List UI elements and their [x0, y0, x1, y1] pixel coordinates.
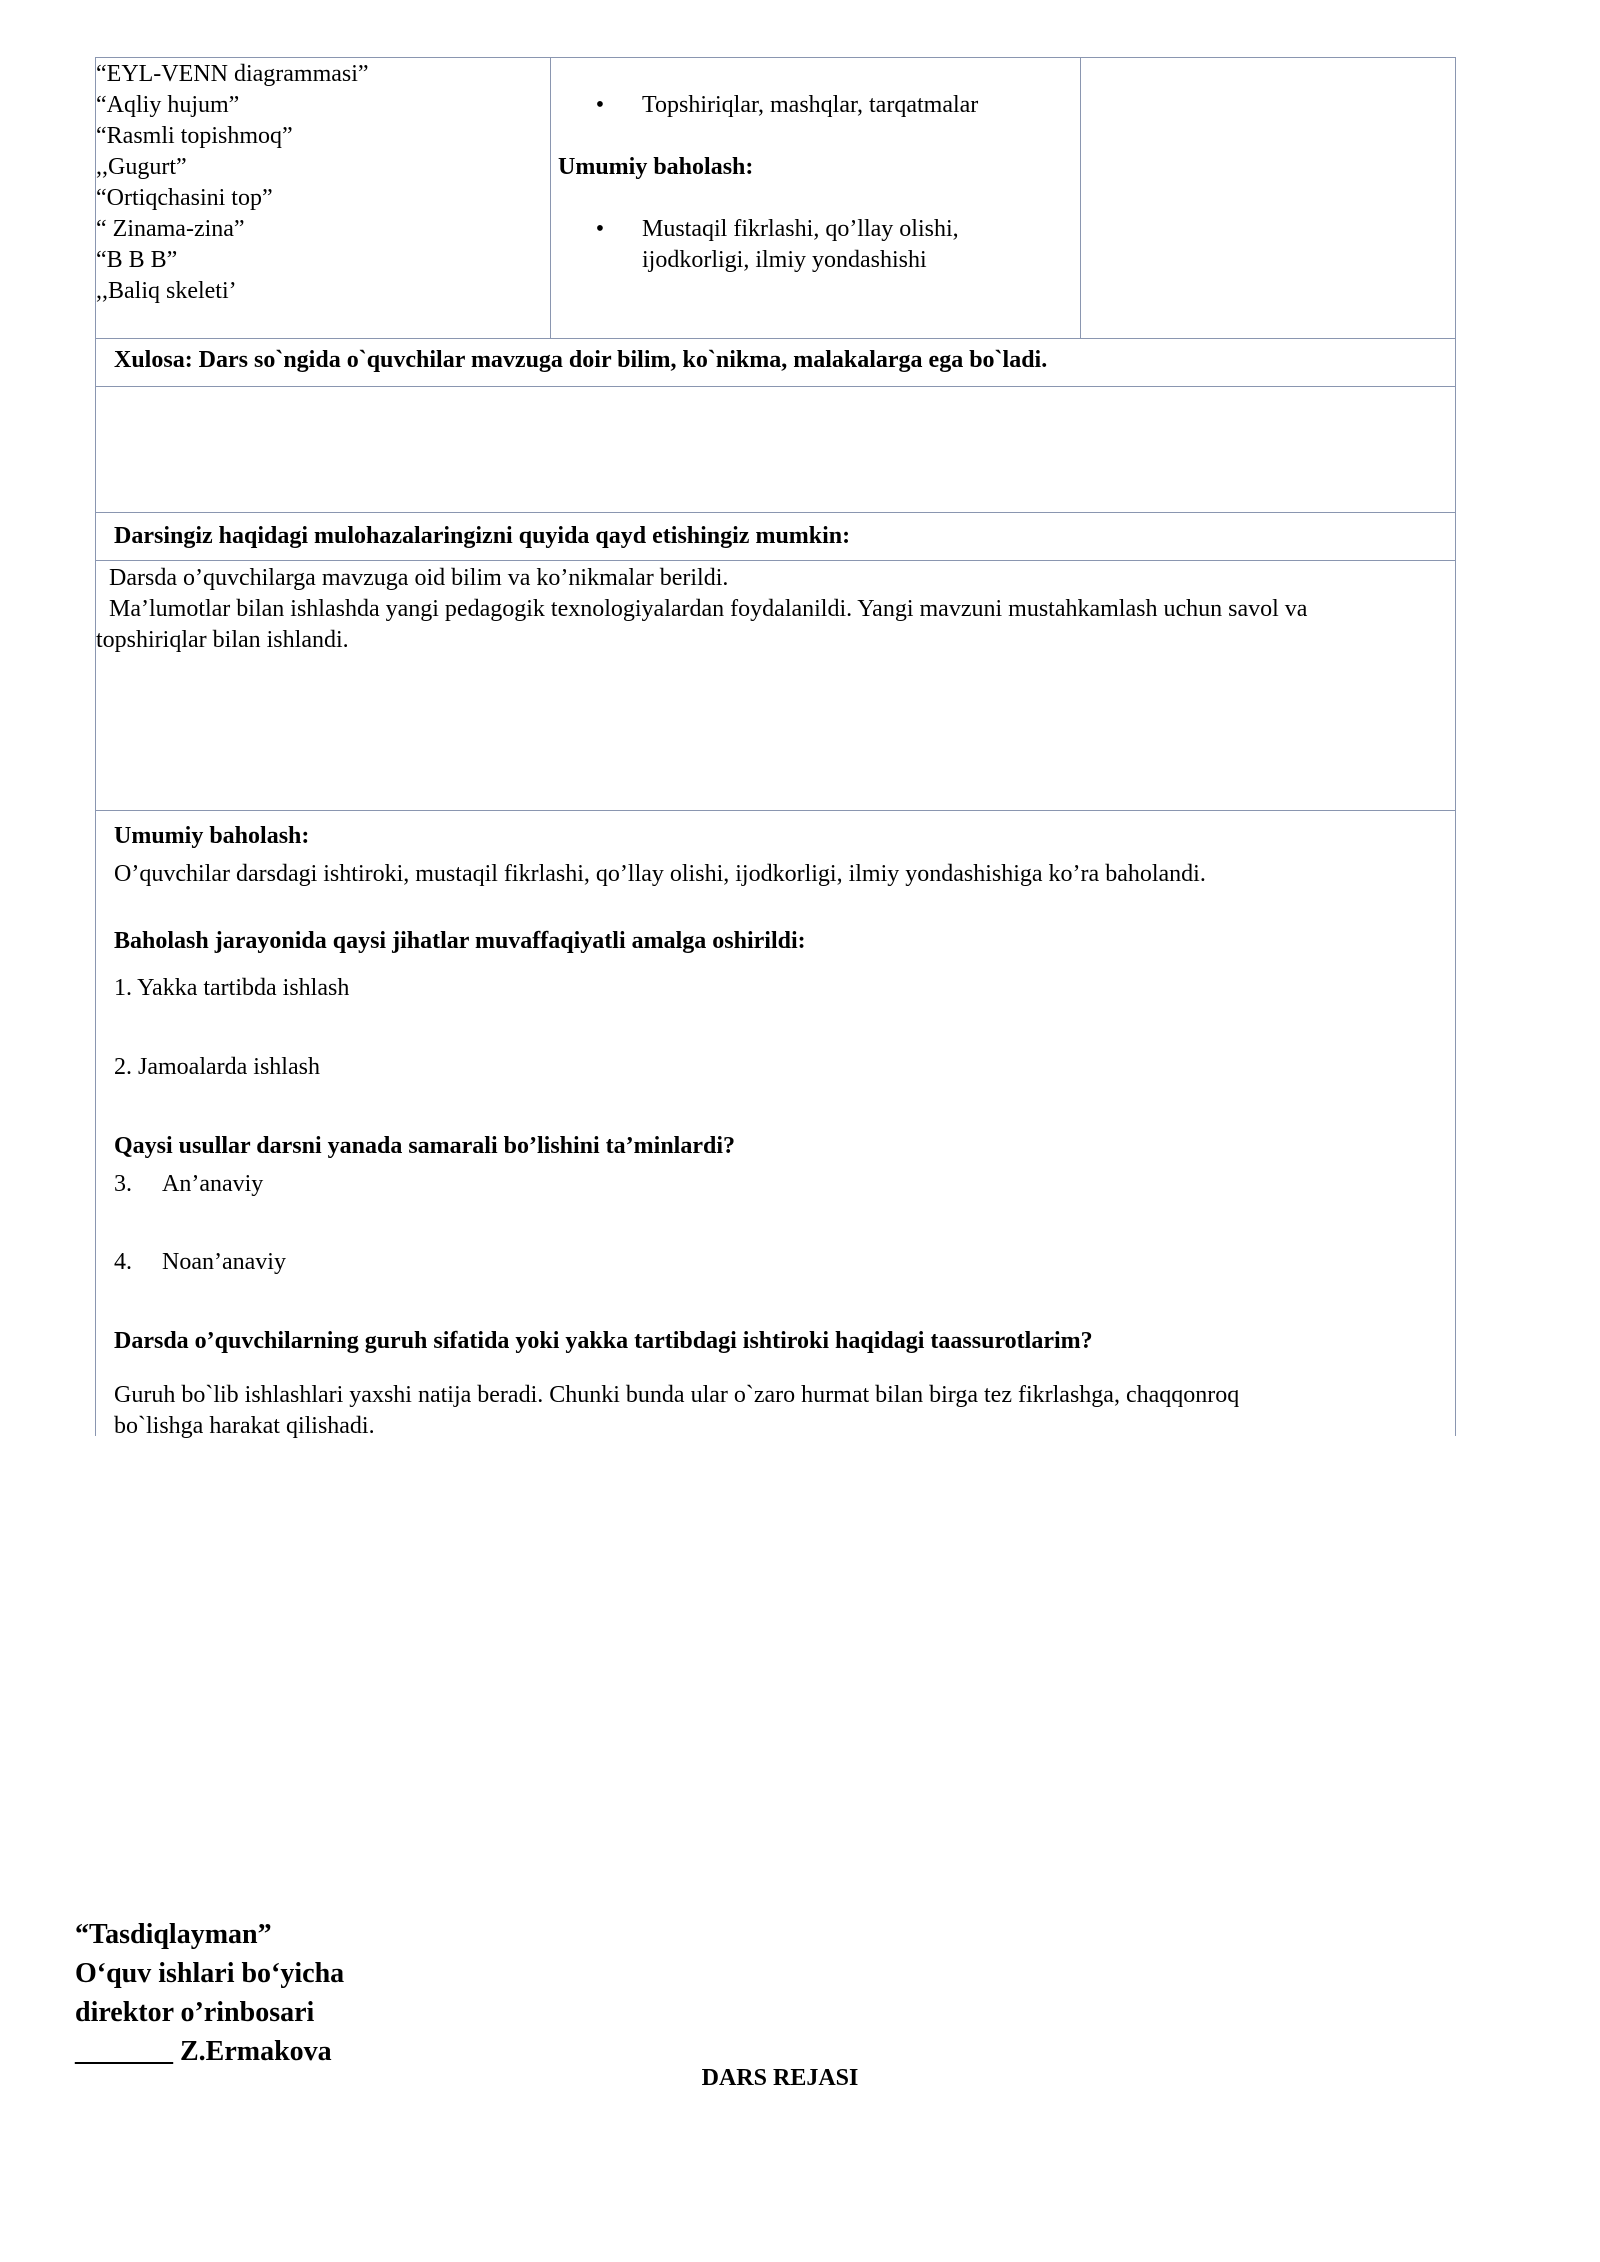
- assessment-section: [95, 811, 1456, 1439]
- approval-line: direktor o’rinbosari: [75, 1997, 315, 2028]
- list-item: [114, 1247, 1455, 1278]
- reflection-line: topshiriqlar bilan ishlandi.: [96, 627, 349, 653]
- list-item: 2. Jamoalarda ishlash: [114, 1053, 320, 1080]
- empty-row: [95, 387, 1456, 513]
- method-item: “EYL-VENN diagrammasi”: [96, 61, 369, 87]
- list-item: [114, 1169, 1455, 1200]
- approval-signature-block: [75, 1915, 344, 2071]
- conclusion-row: [95, 339, 1456, 387]
- list-text: An’anaviy: [162, 1170, 264, 1197]
- method-item: “ Zinama-zina”: [96, 216, 245, 242]
- bullet-item: [558, 214, 1080, 276]
- answer-line: Guruh bo`lib ishlashlari yaxshi natija beradi. Chunki bunda ular o`zaro hurmat bilan birga tez fikrlashga, chaqqonroq: [114, 1381, 1240, 1408]
- reflection-line: Darsda o’quvchilarga mavzuga oid bilim va ko’nikmalar berildi.: [109, 565, 729, 591]
- question-1: Baholash jarayonida qaysi jihatlar muvaffaqiyatli amalga oshirildi:: [114, 928, 806, 955]
- method-item: ,,Baliq skeleti’: [96, 278, 237, 304]
- reflection-body-row: [95, 561, 1456, 811]
- bullet-item: [558, 90, 1080, 121]
- bullet-icon: •: [595, 216, 605, 242]
- method-item: “B B B”: [96, 247, 178, 273]
- conclusion-text: Xulosa: Dars so`ngida o`quvchilar mavzuga doir bilim, ko`nikma, malakalarga ega bo`ladi.: [114, 347, 1048, 373]
- bullet-icon: •: [595, 92, 605, 118]
- answer-line: bo`lishga harakat qilishadi.: [114, 1412, 375, 1439]
- reflection-line: Ma’lumotlar bilan ishlashda yangi pedagogik texnologiyalardan foydalanildi. Yangi mavzuni mustahkamlash uchun savol va: [109, 596, 1308, 622]
- reflection-heading: Darsingiz haqidagi mulohazalaringizni quyida qayd etishingiz mumkin:: [114, 523, 851, 549]
- assessment-tools-cell: [551, 58, 1081, 338]
- bullet-text: Topshiriqlar, mashqlar, tarqatmalar: [642, 92, 979, 118]
- methods-cell: [96, 58, 551, 338]
- approval-line: “Tasdiqlayman”: [75, 1919, 272, 1950]
- list-number: 4.: [114, 1249, 132, 1276]
- umumiy-baholash-label: Umumiy baholash:: [558, 154, 754, 180]
- list-item: 1. Yakka tartibda ishlash: [114, 975, 350, 1002]
- bullet-text: ijodkorligi, ilmiy yondashishi: [642, 247, 927, 273]
- methods-row: [95, 57, 1456, 339]
- question-2: Qaysi usullar darsni yanada samarali bo’lishini ta’minlardi?: [114, 1132, 736, 1159]
- approval-line: O‘quv ishlari bo‘yicha: [75, 1958, 345, 1989]
- approval-line: _______ Z.Ermakova: [75, 2036, 332, 2067]
- method-item: “Rasmli topishmoq”: [96, 123, 293, 149]
- question-3: Darsda o’quvchilarning guruh sifatida yoki yakka tartibdagi ishtiroki haqidagi taassurotlarim?: [114, 1328, 1093, 1355]
- reflection-heading-row: [95, 513, 1456, 561]
- assessment-text: O’quvchilar darsdagi ishtiroki, mustaqil fikrlashi, qo’llay olishi, ijodkorligi, ilmiy yondashishiga ko’ra baholandi.: [114, 861, 1206, 887]
- method-item: “Aqliy hujum”: [96, 92, 240, 118]
- method-item: ,,Gugurt”: [96, 154, 187, 180]
- assessment-heading: Umumiy baholash:: [114, 823, 310, 849]
- lesson-table: [95, 57, 1456, 1439]
- list-text: Noan’anaviy: [162, 1249, 286, 1276]
- bullet-text: Mustaqil fikrlashi, qo’llay olishi,: [642, 216, 959, 242]
- method-item: “Ortiqchasini top”: [96, 185, 273, 211]
- empty-cell: [1081, 58, 1455, 338]
- document-title: DARS REJASI: [701, 2065, 859, 2091]
- list-number: 3.: [114, 1170, 132, 1197]
